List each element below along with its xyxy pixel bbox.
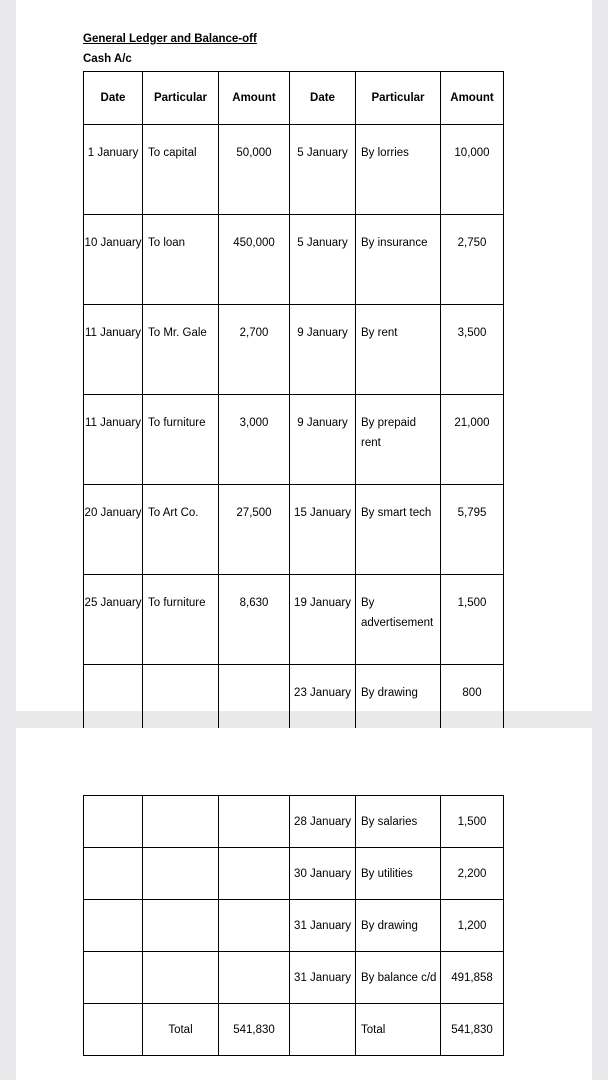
debit-date-cell (84, 900, 143, 952)
credit-particular-cell: By smart tech (356, 485, 441, 575)
credit-amount-cell: 5,795 (441, 485, 504, 575)
credit-date-cell: 9 January (290, 305, 356, 395)
credit-date-cell: 28 January (290, 796, 356, 848)
credit-particular-cell: By utilities (356, 848, 441, 900)
credit-amount-cell: 2,200 (441, 848, 504, 900)
credit-particular-cell: By advertisement (356, 575, 441, 665)
debit-date-cell (84, 952, 143, 1004)
debit-amount-cell: 27,500 (219, 485, 290, 575)
header-debit-particular: Particular (143, 72, 219, 125)
credit-amount-cell: 1,500 (441, 575, 504, 665)
credit-particular-cell: By drawing (356, 900, 441, 952)
credit-amount-cell: 1,200 (441, 900, 504, 952)
credit-particular-cell: By balance c/d (356, 952, 441, 1004)
table-row (84, 485, 504, 575)
debit-particular-cell: To capital (143, 125, 219, 215)
account-title: Cash A/c (83, 53, 132, 65)
debit-particular-cell: To Mr. Gale (143, 305, 219, 395)
credit-date-cell: 9 January (290, 395, 356, 485)
header-credit-date: Date (290, 72, 356, 125)
header-debit-amount: Amount (219, 72, 290, 125)
debit-date-cell: 10 January (84, 215, 143, 305)
debit-amount-cell: 2,700 (219, 305, 290, 395)
debit-total-label: Total (143, 1004, 219, 1056)
debit-date-cell: 20 January (84, 485, 143, 575)
debit-amount-cell: 8,630 (219, 575, 290, 665)
debit-particular-cell: To furniture (143, 395, 219, 485)
debit-total-amount: 541,830 (219, 1004, 290, 1056)
credit-date-cell: 23 January (290, 665, 356, 735)
credit-particular-cell: By drawing (356, 665, 441, 735)
debit-date-cell (84, 848, 143, 900)
debit-particular-cell (143, 952, 219, 1004)
table-row (84, 848, 504, 900)
table-row (84, 796, 504, 848)
debit-date-cell: 25 January (84, 575, 143, 665)
debit-amount-cell (219, 796, 290, 848)
table-row (84, 305, 504, 395)
credit-amount-cell: 21,000 (441, 395, 504, 485)
debit-date-cell (84, 796, 143, 848)
debit-date-cell (84, 665, 143, 735)
credit-date-cell: 31 January (290, 900, 356, 952)
table-row (84, 395, 504, 485)
credit-date-cell: 5 January (290, 125, 356, 215)
credit-particular-cell: By prepaid rent (356, 395, 441, 485)
credit-particular-cell: By rent (356, 305, 441, 395)
credit-date-cell: 30 January (290, 848, 356, 900)
debit-date-cell: 11 January (84, 305, 143, 395)
credit-amount-cell: 1,500 (441, 796, 504, 848)
ledger-page-2 (16, 728, 592, 1080)
credit-amount-cell: 3,500 (441, 305, 504, 395)
credit-total-label: Total (356, 1004, 441, 1056)
table-row (84, 215, 504, 305)
table-row (84, 575, 504, 665)
cash-account-table (83, 71, 504, 735)
debit-particular-cell (143, 900, 219, 952)
debit-amount-cell (219, 848, 290, 900)
debit-particular-cell (143, 796, 219, 848)
debit-particular-cell: To Art Co. (143, 485, 219, 575)
credit-amount-cell: 2,750 (441, 215, 504, 305)
credit-particular-cell: By insurance (356, 215, 441, 305)
debit-particular-cell: To loan (143, 215, 219, 305)
debit-amount-cell: 450,000 (219, 215, 290, 305)
credit-date-cell: 15 January (290, 485, 356, 575)
document-title: General Ledger and Balance-off (83, 33, 257, 45)
credit-particular-cell: By salaries (356, 796, 441, 848)
credit-date-cell: 19 January (290, 575, 356, 665)
credit-date-cell (290, 1004, 356, 1056)
header-credit-particular: Particular (356, 72, 441, 125)
table-row (84, 952, 504, 1004)
table-header-row (84, 72, 504, 125)
credit-amount-cell: 800 (441, 665, 504, 735)
cash-account-table-continued (83, 795, 504, 1056)
table-row (84, 665, 504, 735)
totals-row (84, 1004, 504, 1056)
debit-date-cell: 1 January (84, 125, 143, 215)
debit-amount-cell (219, 952, 290, 1004)
debit-amount-cell (219, 900, 290, 952)
debit-particular-cell (143, 848, 219, 900)
credit-total-amount: 541,830 (441, 1004, 504, 1056)
credit-amount-cell: 491,858 (441, 952, 504, 1004)
header-debit-date: Date (84, 72, 143, 125)
credit-particular-cell: By lorries (356, 125, 441, 215)
debit-amount-cell (219, 665, 290, 735)
debit-particular-cell: To furniture (143, 575, 219, 665)
debit-date-cell (84, 1004, 143, 1056)
header-credit-amount: Amount (441, 72, 504, 125)
table-row (84, 900, 504, 952)
debit-amount-cell: 50,000 (219, 125, 290, 215)
debit-particular-cell (143, 665, 219, 735)
credit-amount-cell: 10,000 (441, 125, 504, 215)
table-row (84, 125, 504, 215)
credit-date-cell: 5 January (290, 215, 356, 305)
credit-date-cell: 31 January (290, 952, 356, 1004)
debit-amount-cell: 3,000 (219, 395, 290, 485)
debit-date-cell: 11 January (84, 395, 143, 485)
ledger-page-1 (16, 0, 592, 711)
